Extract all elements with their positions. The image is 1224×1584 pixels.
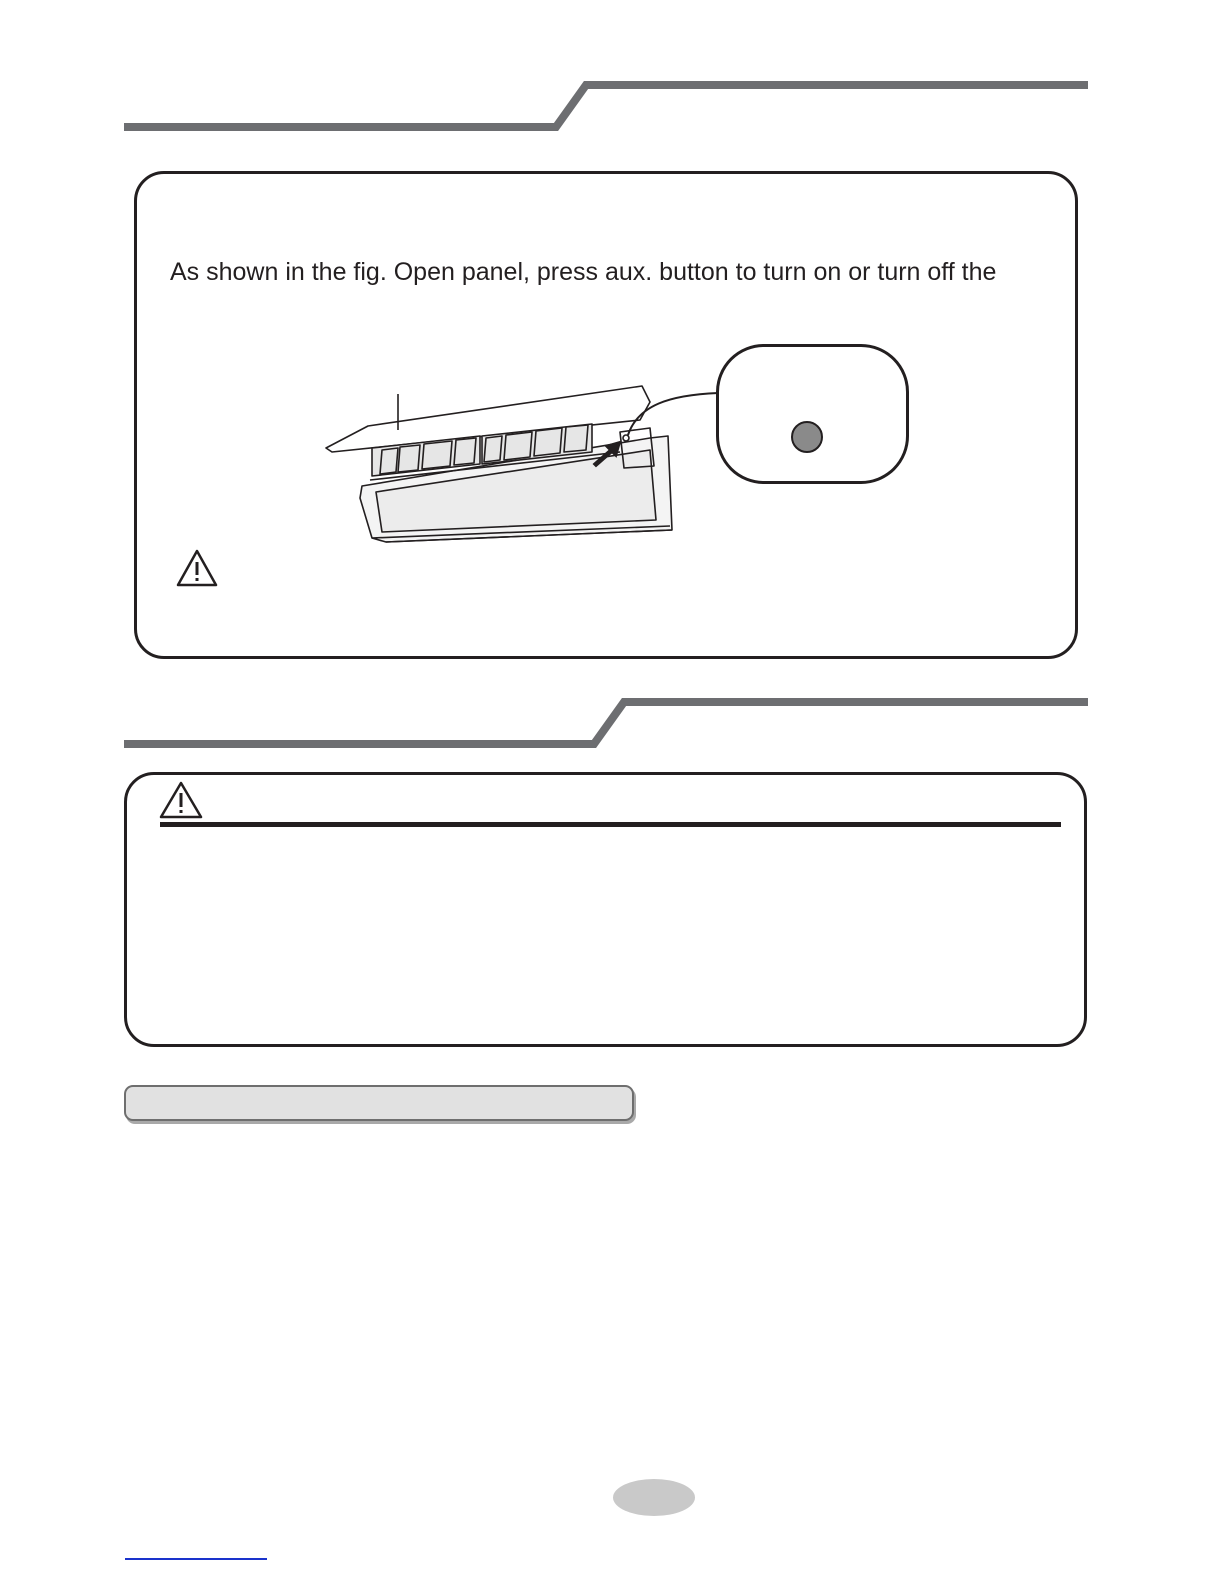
caution-warning-icon [158,780,204,820]
section-header-rule-1 [0,0,1224,140]
subsection-heading-bar [124,1085,634,1121]
warning-triangle-icon [175,548,219,588]
page-number-badge [613,1479,695,1516]
aux-button-callout [716,344,909,484]
section-header-rule-2 [0,690,1224,760]
aux-instruction-text: As shown in the fig. Open panel, press aux. button to turn on or turn off the [170,258,997,286]
caution-panel [124,772,1087,1047]
footer-link[interactable] [125,1558,267,1560]
aux-button-icon[interactable] [791,421,823,453]
callout-leader-line [620,385,730,445]
caution-underline [160,822,1061,827]
